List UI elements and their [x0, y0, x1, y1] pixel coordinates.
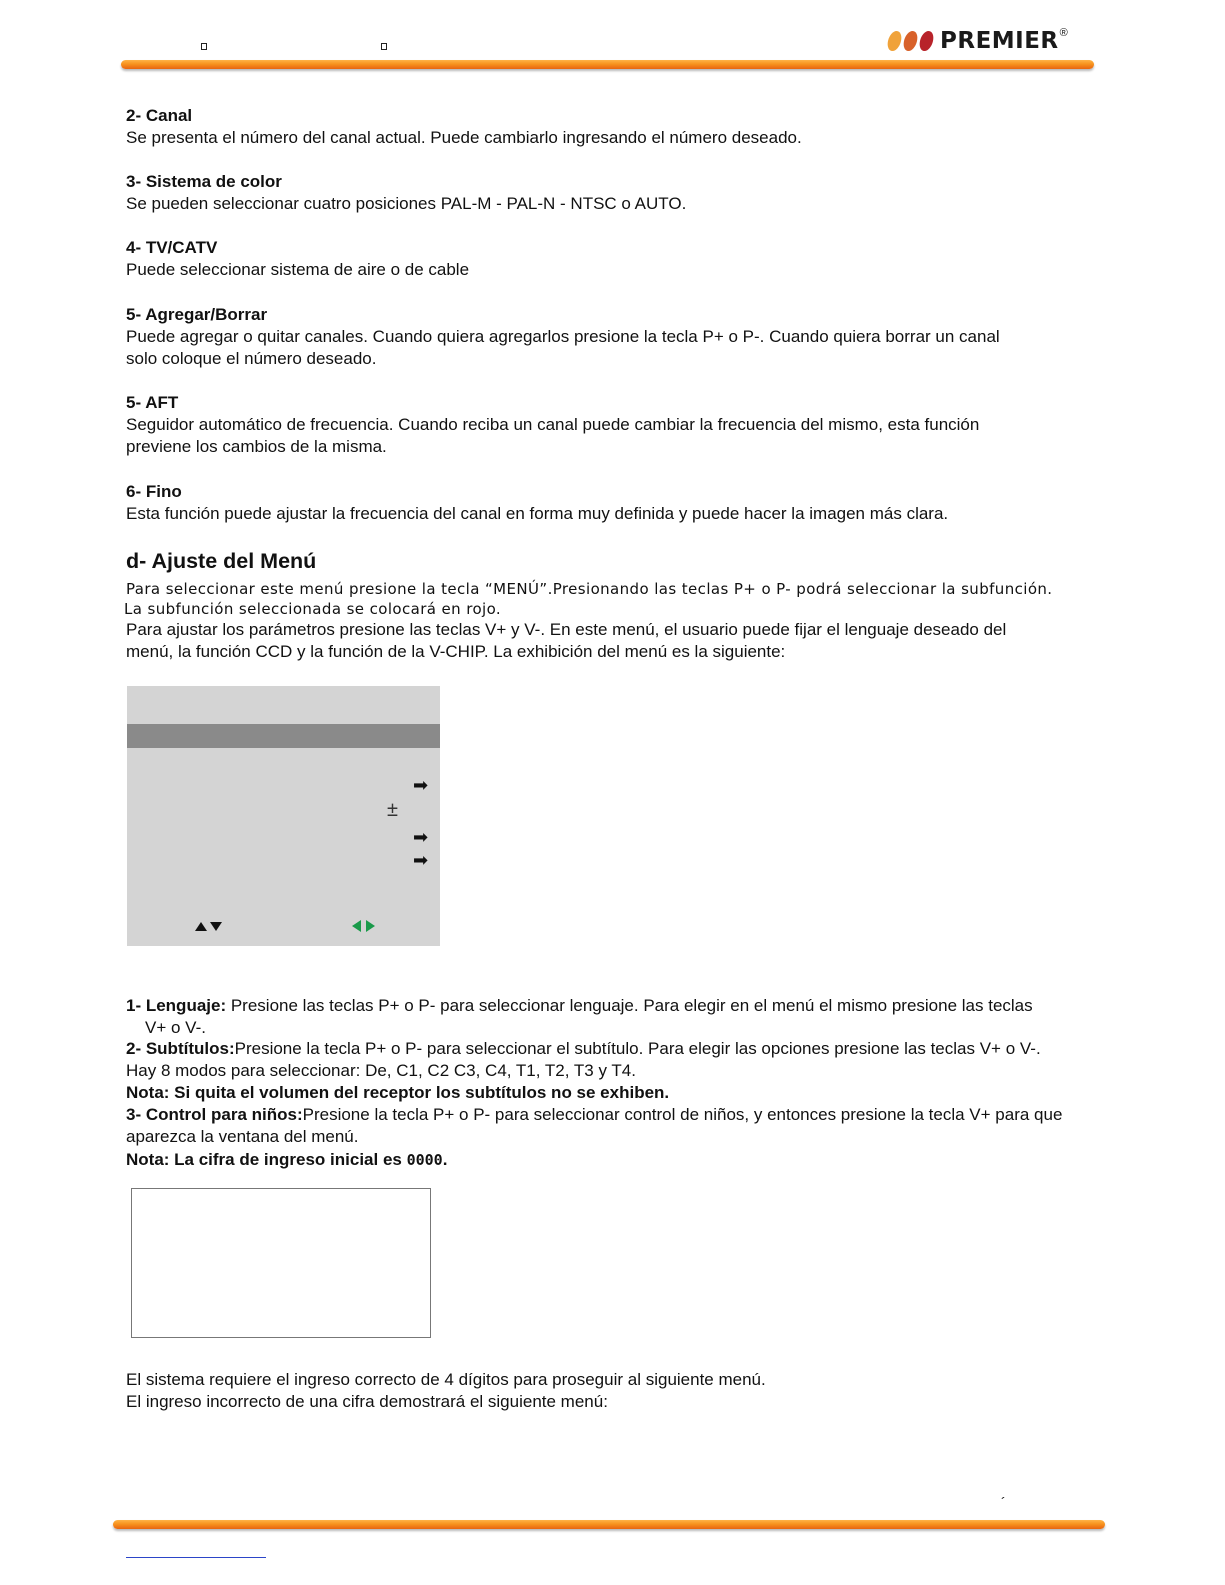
note-text: Nota: La cifra de ingreso inicial es — [126, 1150, 407, 1169]
header-mark-right — [381, 43, 387, 50]
plus-minus-icon: ± — [387, 799, 398, 821]
menu-intro-line: Para seleccionar este menú presione la tecla “MENÚ”.Presionando las teclas P+ o P- podrá seleccionar la subfunción. — [126, 580, 1053, 598]
note-initial-code — [126, 1149, 447, 1171]
closing-text: El sistema requiere el ingreso correcto de 4 dígitos para proseguir al siguiente menú. — [126, 1370, 766, 1389]
item-label: 3- Control para niños: — [126, 1105, 303, 1124]
item-text: Presione las teclas P+ o P- para seleccionar lenguaje. Para elegir en el menú el mismo presione las teclas — [226, 996, 1033, 1015]
header-bar — [121, 60, 1094, 69]
down-arrow-icon — [210, 922, 222, 931]
password-entry-box — [131, 1188, 431, 1338]
section-title: 5- Agregar/Borrar — [126, 305, 268, 324]
item-text: aparezca la ventana del menú. — [126, 1127, 359, 1146]
item-text: V+ o V-. — [145, 1018, 206, 1037]
stray-accent-mark: ´ — [1001, 1494, 1006, 1510]
up-arrow-icon — [195, 922, 207, 931]
item-subtitulos — [126, 1038, 1041, 1060]
item-text: Presione la tecla P+ o P- para seleccionar control de niños, y entonces presione la tecla V+ para que — [302, 1105, 1063, 1124]
menu-intro-line: menú, la función CCD y la función de la V-CHIP. La exhibición del menú es la siguiente: — [126, 642, 786, 661]
logo-dot-icon — [902, 31, 919, 51]
menu-intro-line: Para ajustar los parámetros presione las teclas V+ y V-. En este menú, el usuario puede fijar el lenguaje deseado del — [126, 620, 1007, 639]
logo-dot-icon — [918, 31, 935, 51]
right-arrow-icon — [366, 920, 375, 932]
section-text: Puede seleccionar sistema de aire o de cable — [126, 260, 470, 279]
logo-text: PREMIER — [940, 28, 1059, 54]
item-label: 2- Subtítulos: — [126, 1039, 235, 1058]
closing-text: El ingreso incorrecto de una cifra demostrará el siguiente menú: — [126, 1392, 608, 1411]
arrow-right-icon: ➡ — [413, 827, 429, 847]
section-text: solo coloque el número deseado. — [126, 349, 377, 368]
header-mark-left — [201, 43, 207, 50]
section-text: previene los cambios de la misma. — [126, 437, 387, 456]
osd-highlight-row — [127, 724, 440, 748]
section-title: 4- TV/CATV — [126, 238, 218, 257]
section-title: 2- Canal — [126, 106, 193, 125]
item-text: Presione la tecla P+ o P- para seleccionar el subtítulo. Para elegir las opciones presione las teclas V+ o V-. — [234, 1039, 1041, 1058]
premier-logo — [888, 28, 1068, 54]
menu-intro-line: La subfunción seleccionada se colocará en rojo. — [124, 600, 502, 618]
logo-dot-icon — [886, 31, 903, 51]
section-title: 5- AFT — [126, 393, 179, 412]
footer-link-underline — [126, 1557, 266, 1558]
section-text: Se presenta el número del canal actual. Puede cambiarlo ingresando el número deseado. — [126, 128, 802, 147]
footer-bar — [113, 1520, 1105, 1529]
menu-section-title: d- Ajuste del Menú — [126, 549, 317, 573]
osd-menu-illustration — [127, 686, 440, 946]
section-text: Seguidor automático de frecuencia. Cuando reciba un canal puede cambiar la frecuencia del mismo, esta función — [126, 415, 980, 434]
logo-registered-mark: ® — [1059, 27, 1068, 39]
arrow-right-icon: ➡ — [413, 775, 429, 795]
item-label: 1- Lenguaje: — [126, 996, 227, 1015]
initial-code: 0000 — [406, 1151, 443, 1169]
note-end: . — [442, 1150, 448, 1169]
left-arrow-icon — [352, 920, 361, 932]
section-title: 3- Sistema de color — [126, 172, 282, 191]
section-text: Puede agregar o quitar canales. Cuando quiera agregarlos presione la tecla P+ o P-. Cuando quiera borrar un canal — [126, 327, 1000, 346]
section-text: Esta función puede ajustar la frecuencia del canal en forma muy definida y puede hacer la imagen más clara. — [126, 504, 949, 523]
section-text: Se pueden seleccionar cuatro posiciones PAL-M - PAL-N - NTSC o AUTO. — [126, 194, 687, 213]
note-text: Nota: Si quita el volumen del receptor los subtítulos no se exhiben. — [126, 1083, 670, 1102]
item-text: Hay 8 modos para seleccionar: De, C1, C2 C3, C4, T1, T2, T3 y T4. — [126, 1061, 636, 1080]
item-lenguaje — [126, 995, 1033, 1017]
section-title: 6- Fino — [126, 482, 182, 501]
arrow-right-icon: ➡ — [413, 850, 429, 870]
item-control-ninos — [126, 1104, 1062, 1126]
